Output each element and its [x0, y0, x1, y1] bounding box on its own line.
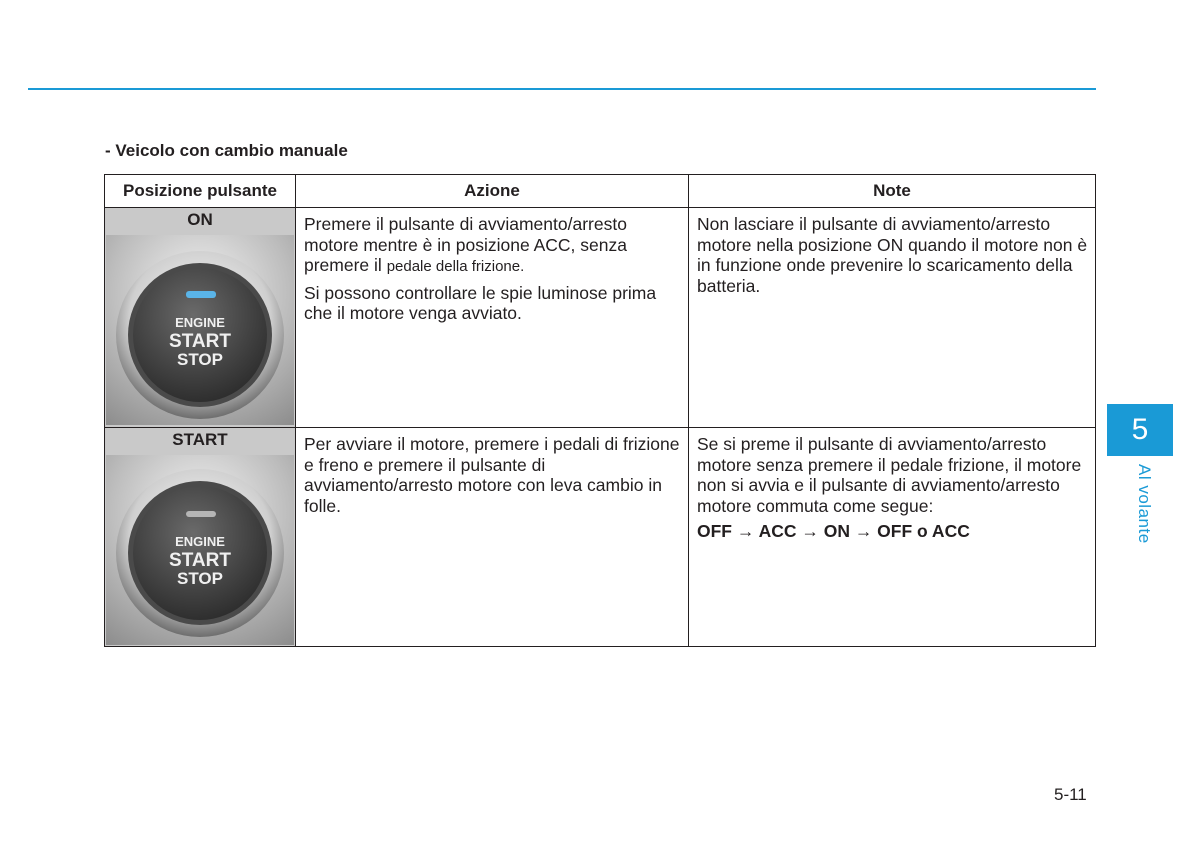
button-text-engine: ENGINE [175, 534, 225, 549]
table-header-row [105, 175, 1096, 208]
position-cell [105, 208, 296, 428]
section-heading: - Veicolo con cambio manuale [105, 141, 348, 160]
note-cell [689, 208, 1096, 428]
column-header-action: Azione [296, 175, 689, 208]
mode-sequence: OFF → ACC → ON → OFF o ACC [697, 521, 970, 541]
action-text-small: pedale della frizione. [386, 258, 525, 275]
action-cell [296, 208, 689, 428]
column-header-note: Note [689, 175, 1096, 208]
action-paragraph-2: Si possono controllare le spie luminose prima che il motore venga avviato. [304, 282, 657, 323]
button-text-stop: STOP [177, 350, 223, 369]
indicator-light [186, 511, 216, 517]
column-header-position: Posizione pulsante [105, 175, 296, 208]
chapter-title: Al volante [1135, 464, 1154, 544]
table-row-on [105, 208, 1096, 428]
action-paragraph: Per avviare il motore, premere i pedali di frizione e freno e premere il pulsante di avviamento/arresto motore con leva cambio in folle. [304, 434, 680, 516]
note-cell [689, 428, 1096, 647]
button-text-start: START [169, 331, 231, 352]
action-cell [296, 428, 689, 647]
engine-start-stop-button-lit-icon [106, 235, 294, 425]
action-text-main: Premere il pulsante di avviamento/arresto motore mentre è in posizione ACC, senza premere il [304, 214, 627, 275]
position-cell [105, 428, 296, 647]
button-position-table [104, 174, 1096, 647]
note-paragraph: Non lasciare il pulsante di avviamento/arresto motore nella posizione ON quando il motore non è in funzione onde prevenire lo scaricamento della batteria. [697, 214, 1088, 296]
engine-start-stop-button-unlit-icon [106, 455, 294, 645]
indicator-light [186, 291, 216, 298]
action-paragraph [304, 214, 682, 278]
note-paragraph: Se si preme il pulsante di avviamento/arresto motore senza premere il pedale frizione, il motore non si avvia e il pulsante di avviamento/arresto motore commuta come segue: [697, 434, 1082, 516]
header-rule [28, 88, 1096, 90]
page-number: 5-11 [1054, 785, 1087, 804]
chapter-number-tab: 5 [1107, 404, 1173, 456]
table-row-start [105, 428, 1096, 647]
button-text-start: START [169, 550, 231, 571]
button-text-engine: ENGINE [175, 315, 225, 330]
button-text-stop: STOP [177, 569, 223, 588]
position-label: START [172, 430, 228, 449]
position-label: ON [187, 210, 213, 229]
